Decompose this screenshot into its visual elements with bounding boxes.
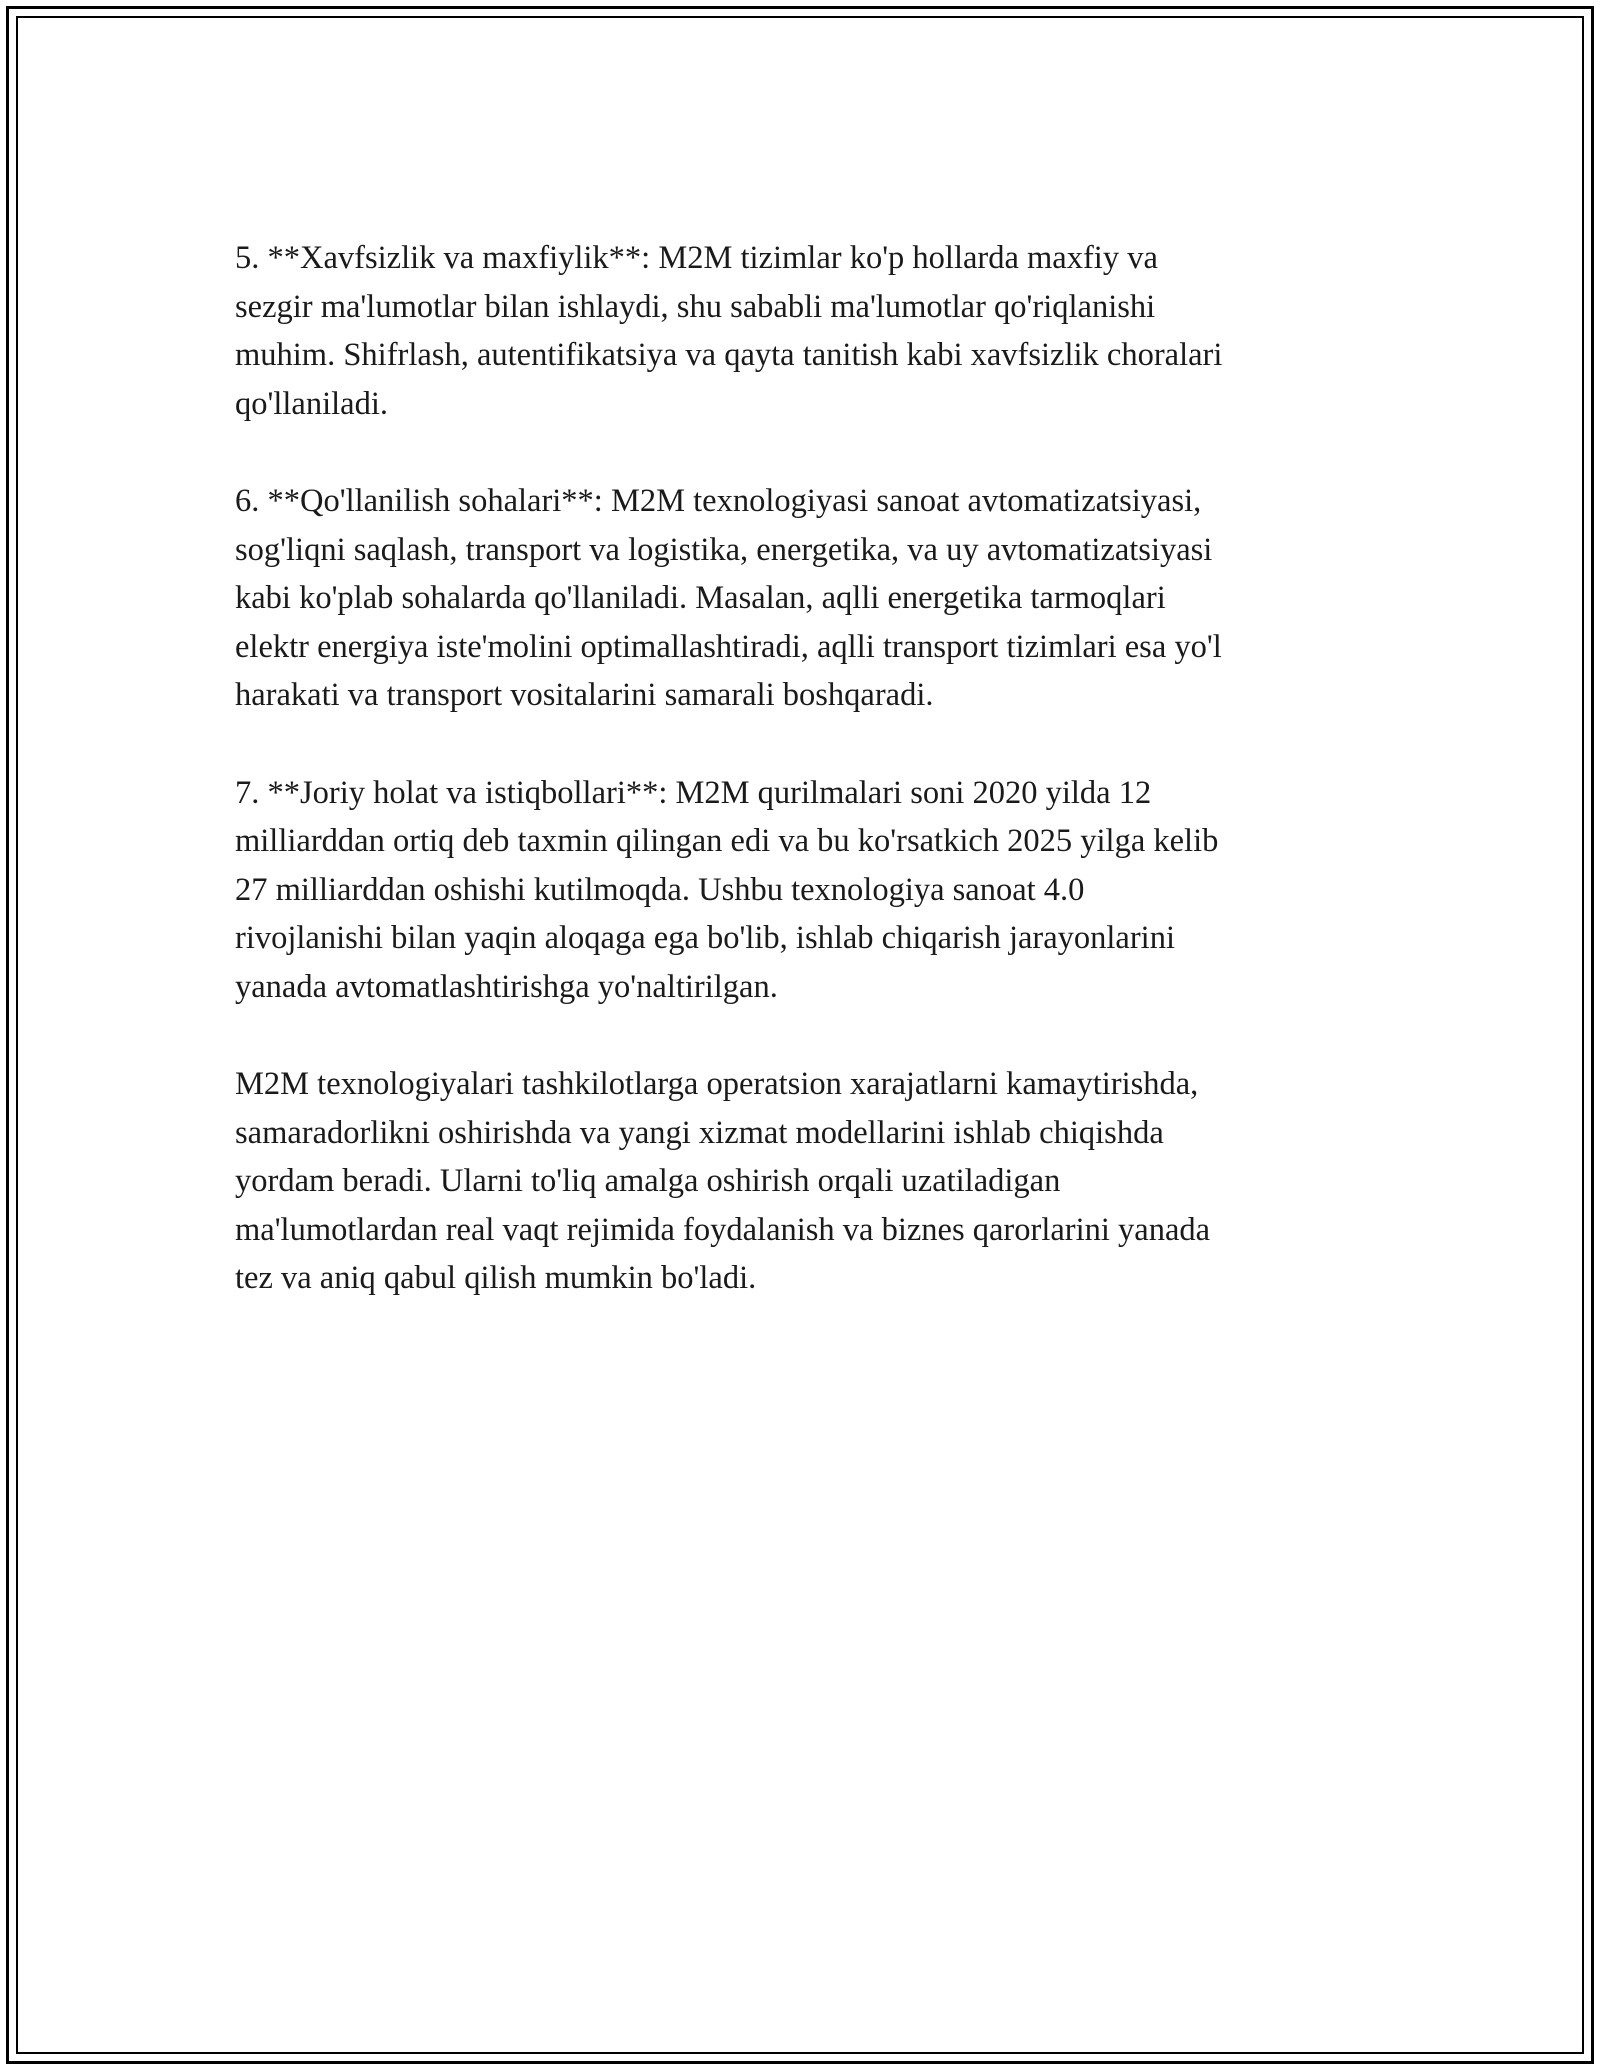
paragraph-current-state-prospects: 7. **Joriy holat va istiqbollari**: M2M qurilmalari soni 2020 yilda 12 milliarddan ortiq deb taxmin qilingan edi va bu ko'rsatkich 2025 yilga kelib 27 milliarddan oshishi kutilmoqda. Ushbu texnologiya sanoat 4.0 rivojlanishi bilan yaqin aloqaga ega bo'lib, ishlab chiqarish jarayonlarini yanada avtomatlashtirishga yo'naltirilgan. [235, 774, 1219, 1005]
paragraph-application-areas: 6. **Qo'llanilish sohalari**: M2M texnologiyasi sanoat avtomatizatsiyasi, sog'liqni saqlash, transport va logistika, energetika, va uy avtomatizatsiyasi kabi ko'plab sohalarda qo'llaniladi. Masalan, aqlli energetika tarmoqlari elektr energiya iste'molini optimallashtiradi, aqlli transport tizimlari esa yo'l harakati va transport vositalarini samarali boshqaradi. [235, 482, 1222, 714]
paragraph-conclusion: M2M texnologiyalari tashkilotlarga operatsion xarajatlarni kamaytirishda, samaradorlikni oshirishda va yangi xizmat modellarini ishlab chiqishda yordam beradi. Ularni to'liq amalga oshirish orqali uzatiladigan ma'lumotlardan real vaqt rejimida foydalanish va biznes qarorlarini yanada tez va aniq qabul qilish mumkin bo'ladi. [235, 1066, 1211, 1297]
document-body [235, 234, 1375, 1352]
paragraph-security-privacy: 5. **Xavfsizlik va maxfiylik**: M2M tizimlar ko'p hollarda maxfiy va sezgir ma'lumotlar bilan ishlaydi, shu sababli ma'lumotlar qo'riqlanishi muhim. Shifrlash, autentifikatsiya va qayta tanitish kabi xavfsizlik choralari qo'llaniladi. [235, 240, 1223, 422]
